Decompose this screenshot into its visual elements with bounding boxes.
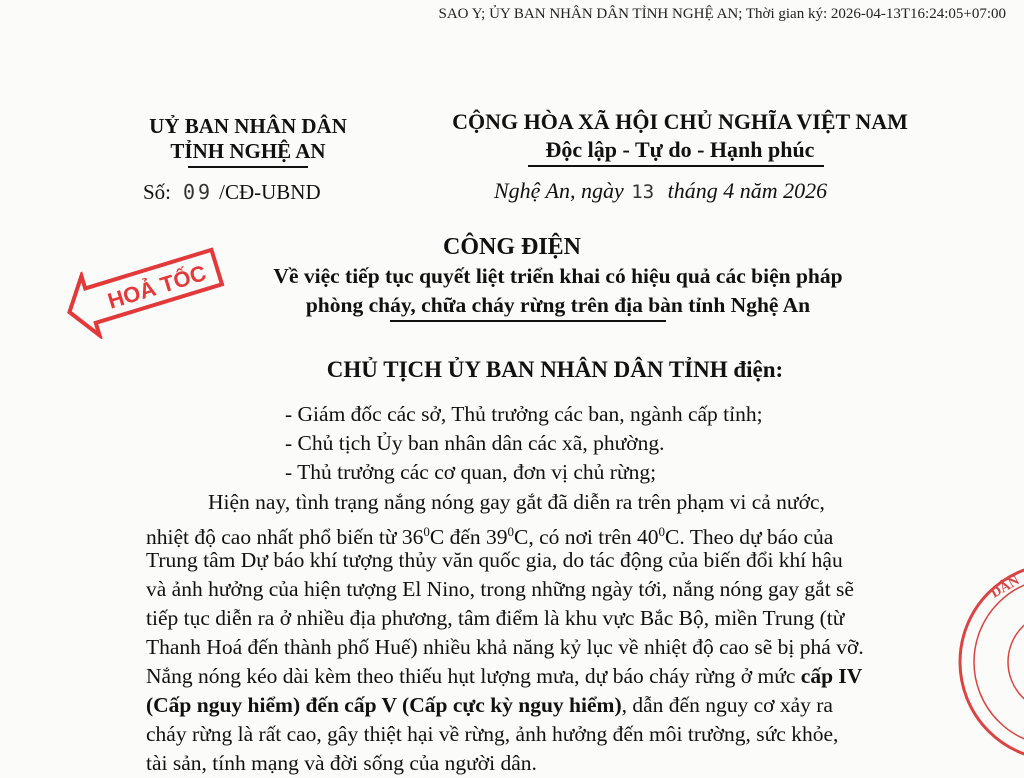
subtitle-underline xyxy=(390,320,666,322)
body-line: nhiệt độ cao nhất phổ biến từ $36^0C$ đến $39^0C$, có nơi trên $40^0C$. Theo dự báo của xyxy=(146,524,834,550)
recipient-item: - Giám đốc các sở, Thủ trưởng các ban, ngành cấp tỉnh; xyxy=(285,402,763,426)
date-day-handwritten: 13 xyxy=(631,181,655,203)
body-line: cháy rừng là rất cao, gây thiệt hại về rừng, ảnh hưởng đến môi trường, sức khỏe, xyxy=(146,722,839,746)
body-line: Thanh Hoá đến thành phố Huế) nhiều khả năng kỷ lục về nhiệt độ cao sẽ bị phá vỡ. xyxy=(146,635,864,659)
body-line: tài sản, tính mạng và đời sống của người dân. xyxy=(146,751,537,775)
chairman-heading: CHỦ TỊCH ỦY BAN NHÂN DÂN TỈNH điện: xyxy=(326,357,784,382)
subtitle-line1: Về việc tiếp tục quyết liệt triển khai có hiệu quả các biện pháp xyxy=(273,264,843,288)
body-line: (Cấp nguy hiểm) đến cấp V (Cấp cực kỳ nguy hiểm), dẫn đến nguy cơ xảy ra xyxy=(146,693,833,717)
issue-date xyxy=(494,178,827,204)
doc-number-suffix: /CĐ-UBND xyxy=(219,180,321,204)
official-seal-icon xyxy=(958,558,1024,767)
body-line: tiếp tục diễn ra ở nhiều địa phương, tâm điểm là khu vực Bắc Bộ, miền Trung (từ xyxy=(146,606,845,630)
recipient-item: - Thủ trưởng các cơ quan, đơn vị chủ rừng; xyxy=(285,460,657,484)
motto-underline xyxy=(528,165,824,167)
date-month-year: tháng 4 năm 2026 xyxy=(667,178,828,203)
doc-number-prefix: Số: xyxy=(143,180,172,204)
document-title: CÔNG ĐIỆN xyxy=(442,234,581,260)
subtitle-line2: phòng cháy, chữa cháy rừng trên địa bàn tỉnh Nghệ An xyxy=(305,293,811,317)
body-line: Nắng nóng kéo dài kèm theo thiếu hụt lượng mưa, dự báo cháy rừng ở mức cấp IV xyxy=(146,664,863,688)
national-motto: Độc lập - Tự do - Hạnh phúc xyxy=(545,137,815,162)
body-line: và ảnh hưởng của hiện tượng El Nino, trong những ngày tới, nắng nóng gay gắt sẽ xyxy=(146,577,854,601)
document-number xyxy=(143,180,321,205)
issuing-authority-line2: TỈNH NGHỆ AN xyxy=(170,139,326,163)
body-line: Hiện nay, tình trạng nắng nóng gay gắt đã diễn ra trên phạm vi cả nước, xyxy=(208,490,825,514)
date-place: Nghệ An, ngày xyxy=(494,178,624,203)
urgent-stamp-text: HOẢ TỐC xyxy=(104,260,210,314)
body-line: Trung tâm Dự báo khí tượng thủy văn quốc gia, do tác động của biến đổi khí hậu xyxy=(146,548,843,572)
recipient-item: - Chủ tịch Ủy ban nhân dân các xã, phường. xyxy=(285,431,665,455)
seal-text: DÂN xyxy=(988,573,1023,602)
doc-number-handwritten: 09 xyxy=(183,180,214,204)
digital-signature-stamp: SAO Y; ỦY BAN NHÂN DÂN TỈNH NGHỆ AN; Thời gian ký: 2026-04-13T16:24:05+07:00 xyxy=(438,6,1006,22)
issuing-authority-line1: UỶ BAN NHÂN DÂN xyxy=(149,114,347,138)
national-title: CỘNG HÒA XÃ HỘI CHỦ NGHĨA VIỆT NAM xyxy=(452,109,908,134)
authority-underline xyxy=(188,166,308,168)
